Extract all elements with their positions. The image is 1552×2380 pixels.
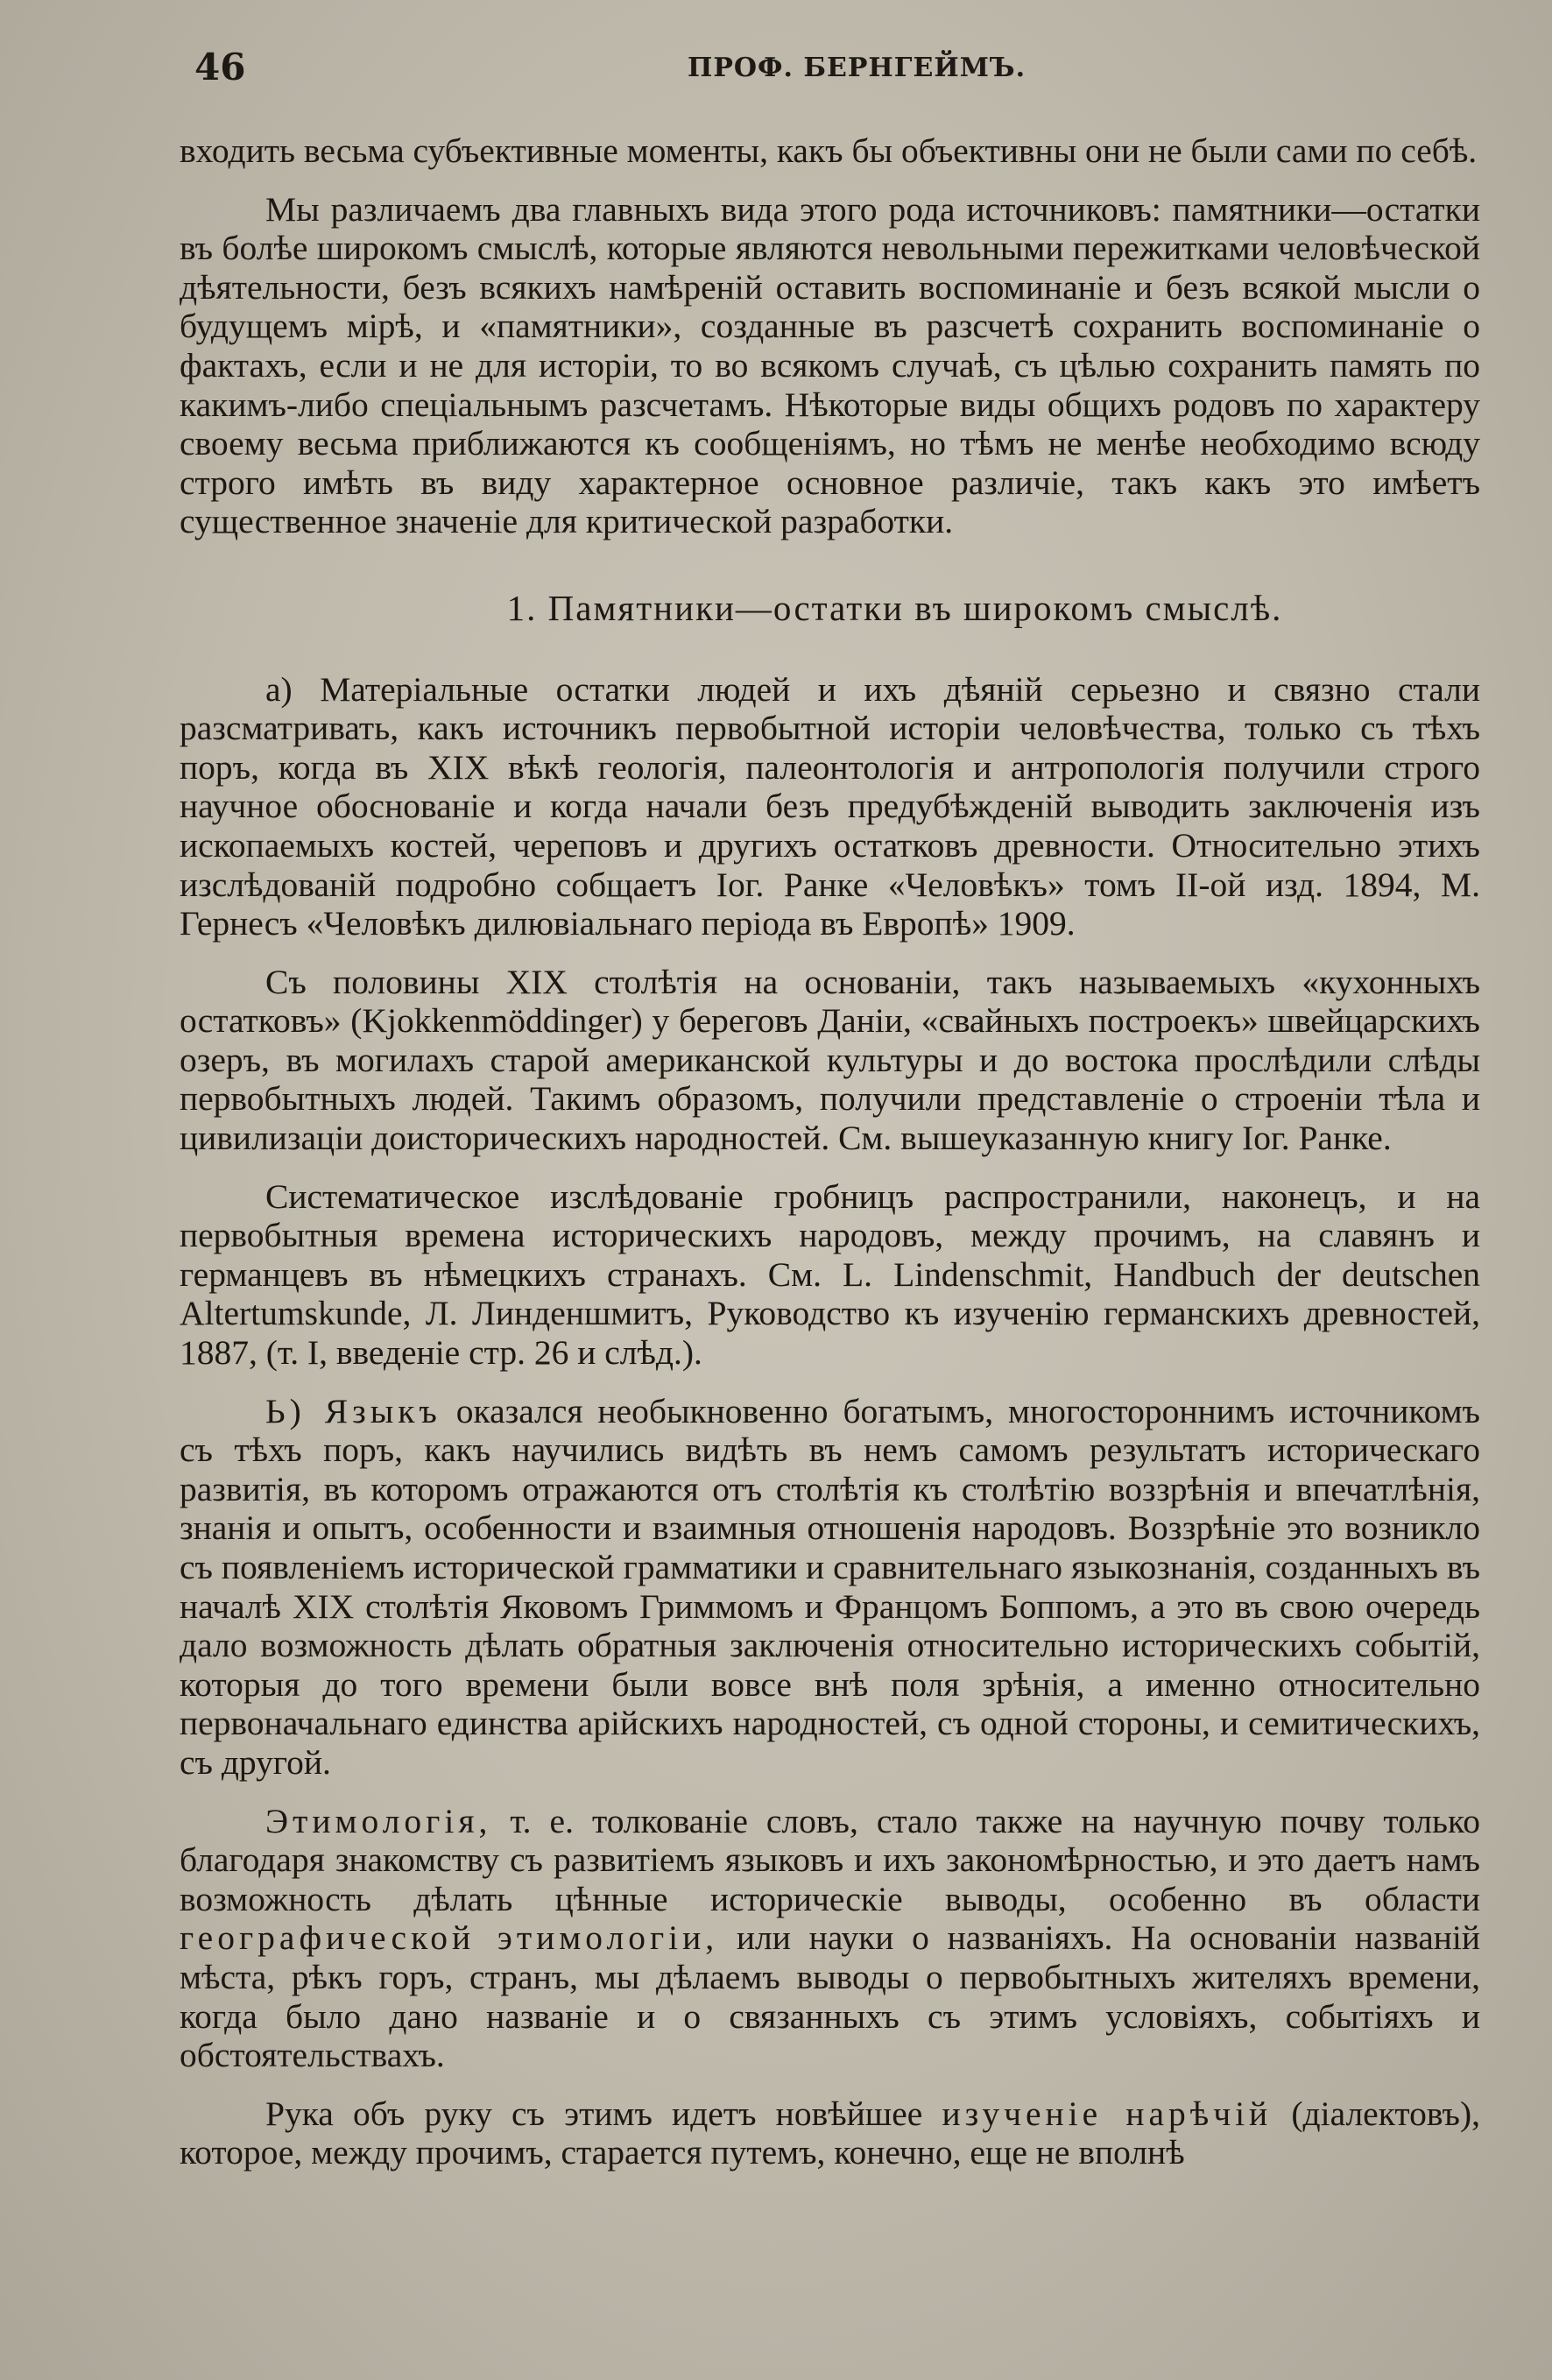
paragraph-dialects xyxy=(180,2094,1480,2172)
paragraph-material-remains xyxy=(180,670,1480,943)
page-header xyxy=(0,46,1552,98)
paragraph-tombs: Систематическое изслѣдованіе гробницъ распространили, наконецъ, и на первобытныя времена историческихъ народовъ, между прочимъ, на славянъ и германцевъ въ нѣмецкихъ странахъ. См. L. Lindenschmit, Handbuch der deutschen Altertumskunde, Л. Линденшмитъ, Руководство къ изученію германскихъ древностей, 1887, (т. I, введеніе стр. 26 и слѣд.). xyxy=(180,1176,1480,1373)
paragraph-etymology-text-b: или науки о названіяхъ. На основаніи названій мѣста, рѣкъ горъ, странъ, мы дѣлаемъ выводы о первобытныхъ жителяхъ времени, когда было дано названіе и о связанныхъ съ этимъ условіяхъ, событіяхъ и обстоятельствахъ. xyxy=(180,1918,1481,2075)
term-geographic-etymology: географической этимологіи, xyxy=(180,1918,719,1958)
paragraph-language xyxy=(180,1392,1480,1783)
paragraph-sources-types: Мы различаемъ два главныхъ вида этого рода источниковъ: памятники—остатки въ болѣе широкомъ смыслѣ, которые являются невольными пережитками человѣческой дѣятельности, безъ всякихъ намѣреній оставить воспоминаніе и безъ всякой мысли о будущемъ мірѣ, и «памятники», созданные въ разсчетѣ сохранить воспоминаніе о фактахъ, если и не для исторіи, то во всякомъ случаѣ, съ цѣлью сохранить память по какимъ-либо спеціальнымъ разсчетамъ. Нѣкоторые виды общихъ родовъ по характеру своему весьма приближаются къ сообщеніямъ, но тѣмъ не менѣе необходимо всюду строго имѣть въ виду характерное основное различіе, такъ какъ это имѣетъ существенное значеніе для критической разработки. xyxy=(180,189,1480,541)
subsection-label-b: Ь) Языкъ xyxy=(265,1391,441,1430)
paragraph-language-text: оказался необыкновенно богатымъ, многостороннимъ источникомъ съ тѣхъ поръ, какъ научились видѣть въ немъ самомъ результатъ историческаго развитія, въ которомъ отражаются отъ столѣтія къ столѣтію воззрѣнія и впечатлѣнія, знанія и опытъ, особенности и взаимныя отношенія народовъ. Воззрѣніе это возникло съ появленіемъ исторической грамматики и сравнительнаго языкознанія, созданныхъ въ началѣ XIX столѣтія Яковомъ Гриммомъ и Францомъ Боппомъ, а это въ свою очередь дало возможность дѣлать обратныя заключенія относительно историческихъ событій, которыя до того времени были вовсе внѣ поля зрѣнія, а именно относительно первоначальнаго единства арійскихъ народностей, съ одной стороны, и семитическихъ, съ другой. xyxy=(180,1391,1480,1782)
paragraph-kitchen-middens: Съ половины XIX столѣтія на основаніи, такъ называемыхъ «кухонныхъ остатковъ» (Kjokkenmöddinger) у береговъ Даніи, «свайныхъ построекъ» швейцарскихъ озеръ, въ могилахъ старой американской культуры и до востока прослѣдили слѣды первобытныхъ людей. Такимъ образомъ, получили представленіе о строеніи тѣла и цивилизаціи доисторическихъ народностей. См. вышеуказанную книгу Іог. Ранке. xyxy=(180,962,1480,1158)
body-text xyxy=(180,131,1480,2172)
term-dialect-study: изученіе нарѣчій xyxy=(942,2094,1273,2133)
page-number: 46 xyxy=(194,46,246,88)
subsection-label-a: а) Матеріальные xyxy=(265,669,529,709)
running-head: ПРОФ. БЕРНГЕЙМЪ. xyxy=(688,53,1026,83)
paragraph-dialects-text-b: (діалектовъ), которое, между прочимъ, старается путемъ, конечно, еще не вполнѣ xyxy=(180,2094,1480,2172)
paragraph-etymology xyxy=(180,1802,1480,2075)
term-etymology: Этимологія, xyxy=(265,1801,492,1840)
paragraph-continuation: входить весьма субъективные моменты, какъ бы объективны они не были сами по себѣ. xyxy=(180,131,1478,170)
paragraph-dialects-text-a: Рука объ руку съ этимъ идетъ новѣйшее xyxy=(265,2094,923,2133)
paragraph-etymology-text-a: т. е. толкованіе словъ, стало также на научную почву только благодаря знакомству съ развитіемъ языковъ и ихъ закономѣрностью, и это даетъ намъ возможность дѣлать цѣнные историческіе выводы, особенно въ области xyxy=(180,1801,1480,1918)
section-heading: 1. Памятники—остатки въ широкомъ смыслѣ. xyxy=(506,587,1283,628)
paragraph-material-remains-text: остатки людей и ихъ дѣяній серьезно и связно стали разсматривать, какъ источникъ первобытной исторіи человѣчества, только съ тѣхъ поръ, когда въ XIX вѣкѣ геологія, палеонтологія и антропологія получили строго научное обоснованіе и когда начали безъ предубѣжденій выводить заключенія изъ ископаемыхъ костей, череповъ и другихъ остатковъ древности. Относительно этихъ изслѣдованій подробно собщаетъ Іог. Ранке «Человѣкъ» томъ II-ой изд. 1894, М. Гернесъ «Человѣкъ дилювіальнаго періода въ Европѣ» 1909. xyxy=(180,669,1480,943)
